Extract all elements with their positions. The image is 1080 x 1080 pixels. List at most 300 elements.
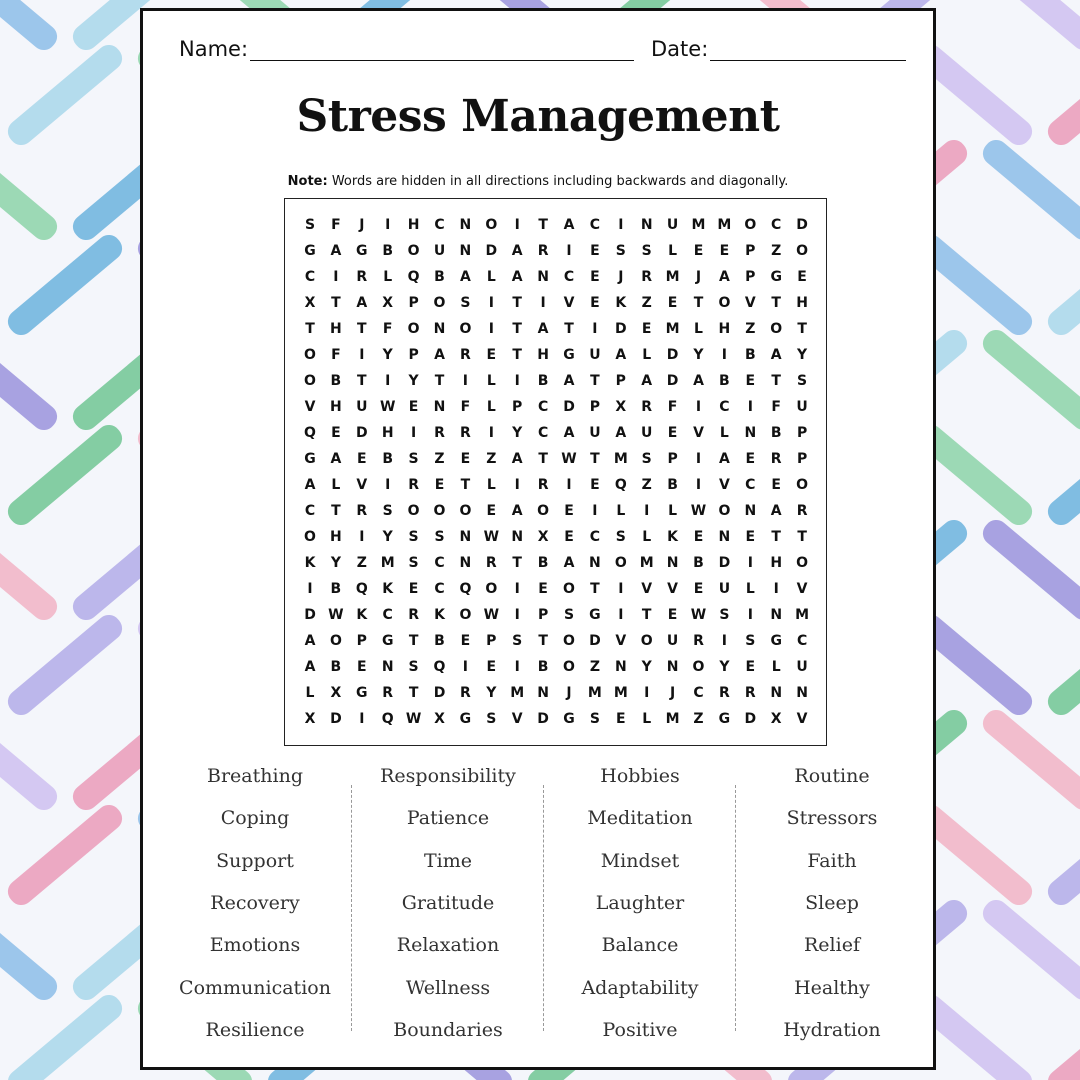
grid-letter: V xyxy=(693,425,704,441)
grid-letter: E xyxy=(460,633,471,649)
grid-letter: I xyxy=(359,711,365,727)
grid-letter: S xyxy=(589,711,600,727)
grid-letter: F xyxy=(382,321,393,337)
grid-letter: N xyxy=(718,529,731,545)
grid-letter: L xyxy=(771,659,781,675)
grid-letter: T xyxy=(408,633,419,649)
grid-letter: X xyxy=(304,711,316,727)
grid-letter: V xyxy=(641,581,653,597)
grid-letter: G xyxy=(304,243,316,259)
brush-stroke xyxy=(0,515,62,625)
grid-letter: Y xyxy=(719,659,730,675)
brush-stroke xyxy=(1043,420,1080,530)
word-list-item: Support xyxy=(216,850,294,872)
grid-letter: G xyxy=(563,711,575,727)
grid-letter: P xyxy=(408,347,419,363)
grid-letter: W xyxy=(379,399,396,415)
grid-letter: G xyxy=(459,711,472,727)
grid-letter: X xyxy=(615,399,627,415)
grid-letter: Z xyxy=(745,321,756,337)
brush-stroke xyxy=(0,135,62,245)
grid-letter: O xyxy=(459,321,472,337)
grid-letter: A xyxy=(563,373,575,389)
grid-letter: I xyxy=(462,373,468,389)
grid-letter: L xyxy=(486,477,496,493)
grid-letter: D xyxy=(796,217,808,233)
grid-letter: O xyxy=(563,659,575,675)
grid-letter: I xyxy=(618,607,624,623)
brush-stroke xyxy=(978,0,1080,55)
word-list-item: Patience xyxy=(406,807,490,829)
grid-letter: W xyxy=(483,529,500,545)
grid-letter: I xyxy=(514,217,520,233)
grid-letter: M xyxy=(665,269,680,285)
grid-letter: I xyxy=(566,243,572,259)
grid-row xyxy=(297,446,815,472)
grid-letter: H xyxy=(381,425,394,441)
brush-stroke xyxy=(3,420,127,530)
word-list-item: Balance xyxy=(601,934,679,956)
grid-letter: D xyxy=(355,425,368,441)
grid-letter: O xyxy=(407,321,420,337)
note-text: Words are hidden in all directions including backwards and diagonally. xyxy=(327,174,789,189)
grid-letter: X xyxy=(304,295,316,311)
grid-letter: Q xyxy=(614,477,627,493)
grid-letter: H xyxy=(407,217,420,233)
grid-letter: O xyxy=(692,659,705,675)
grid-letter: S xyxy=(745,633,756,649)
grid-letter: B xyxy=(770,425,782,441)
grid-letter: I xyxy=(747,607,753,623)
grid-letter: T xyxy=(305,321,315,337)
grid-letter: C xyxy=(537,425,549,441)
grid-letter: Y xyxy=(486,685,497,701)
name-field xyxy=(179,37,634,61)
grid-letter: D xyxy=(666,347,679,363)
brush-stroke xyxy=(3,230,127,340)
grid-letter: X xyxy=(434,711,445,727)
grid-letter: Z xyxy=(693,711,704,727)
grid-letter: Y xyxy=(408,373,419,389)
grid-row xyxy=(297,550,815,576)
grid-letter: W xyxy=(561,451,577,467)
grid-letter: S xyxy=(615,243,626,259)
grid-letter: G xyxy=(770,269,782,285)
grid-letter: K xyxy=(356,607,368,623)
grid-letter: B xyxy=(434,269,445,285)
brush-stroke xyxy=(1043,800,1080,910)
grid-letter: T xyxy=(771,373,781,389)
grid-letter: H xyxy=(796,295,808,311)
grid-letter: A xyxy=(770,503,782,519)
grid-letter: O xyxy=(459,503,472,519)
word-list-item: Meditation xyxy=(587,807,693,829)
grid-letter: U xyxy=(641,425,653,441)
brush-stroke xyxy=(3,990,127,1080)
grid-letter: Z xyxy=(641,477,652,493)
grid-letter: R xyxy=(744,685,756,701)
grid-letter: U xyxy=(666,217,679,233)
grid-letter: F xyxy=(331,347,341,363)
grid-letter: E xyxy=(590,269,600,285)
grid-letter: I xyxy=(514,659,520,675)
grid-letter: P xyxy=(796,451,808,467)
grid-letter: E xyxy=(408,581,419,597)
grid-letter: I xyxy=(488,321,494,337)
grid-letter: J xyxy=(669,685,676,701)
grid-letter: P xyxy=(796,425,808,441)
grid-row xyxy=(297,316,815,342)
word-list-item: Boundaries xyxy=(393,1019,503,1041)
grid-letter: E xyxy=(486,503,497,519)
grid-letter: W xyxy=(690,503,707,519)
grid-letter: E xyxy=(745,529,756,545)
grid-letter: O xyxy=(459,607,472,623)
grid-row xyxy=(297,342,815,368)
grid-letter: S xyxy=(641,451,652,467)
grid-letter: I xyxy=(333,269,339,285)
grid-letter: R xyxy=(460,425,471,441)
grid-letter: O xyxy=(485,581,498,597)
grid-letter: T xyxy=(590,451,600,467)
grid-letter: M xyxy=(665,711,680,727)
grid-letter: U xyxy=(666,633,679,649)
grid-letter: T xyxy=(771,295,781,311)
grid-letter: H xyxy=(537,347,549,363)
grid-letter: E xyxy=(745,373,756,389)
grid-letter: C xyxy=(382,607,393,623)
brush-stroke xyxy=(3,800,127,910)
grid-letter: R xyxy=(382,685,394,701)
grid-letter: H xyxy=(330,399,342,415)
grid-letter: P xyxy=(408,295,419,311)
grid-letter: M xyxy=(691,217,706,233)
grid-letter: E xyxy=(486,347,497,363)
grid-letter: Z xyxy=(771,243,782,259)
grid-letter: N xyxy=(433,321,446,337)
grid-letter: T xyxy=(512,555,522,571)
worksheet-page xyxy=(140,8,936,1070)
grid-letter: O xyxy=(304,347,316,363)
grid-letter: C xyxy=(771,217,782,233)
word-list-item: Stressors xyxy=(786,807,878,829)
grid-letter: N xyxy=(381,659,394,675)
grid-letter: U xyxy=(796,399,808,415)
grid-letter: C xyxy=(563,269,575,285)
grid-letter: Y xyxy=(641,659,652,675)
grid-letter: Q xyxy=(355,581,368,597)
grid-letter: T xyxy=(538,217,548,233)
grid-letter: A xyxy=(641,373,653,389)
grid-letter: Q xyxy=(459,581,472,597)
grid-letter: V xyxy=(356,477,368,493)
grid-letter: O xyxy=(433,295,446,311)
grid-letter: S xyxy=(460,295,471,311)
word-list-item: Resilience xyxy=(205,1019,305,1041)
word-list-item: Breathing xyxy=(207,765,303,787)
grid-letter: P xyxy=(356,633,367,649)
grid-letter: N xyxy=(744,425,757,441)
grid-letter: L xyxy=(668,503,678,519)
grid-letter: N xyxy=(537,685,549,701)
grid-letter: A xyxy=(770,347,782,363)
grid-letter: I xyxy=(747,555,753,571)
grid-letter: L xyxy=(486,373,496,389)
grid-letter: E xyxy=(538,581,548,597)
grid-letter: D xyxy=(537,711,549,727)
grid-letter: Q xyxy=(381,711,394,727)
word-list-item: Responsibility xyxy=(380,765,516,787)
grid-letter: S xyxy=(512,633,523,649)
grid-letter: L xyxy=(642,711,652,727)
grid-letter: Y xyxy=(382,347,393,363)
grid-letter: N xyxy=(640,217,653,233)
grid-letter: R xyxy=(434,425,445,441)
grid-letter: A xyxy=(330,451,342,467)
grid-row xyxy=(297,524,815,550)
grid-letter: A xyxy=(511,451,523,467)
brush-stroke xyxy=(1043,610,1080,720)
grid-letter: N xyxy=(589,555,601,571)
grid-letter: H xyxy=(330,529,342,545)
grid-letter: D xyxy=(589,633,601,649)
word-list-item: Hobbies xyxy=(600,765,680,787)
brush-stroke xyxy=(3,610,127,720)
grid-letter: E xyxy=(564,503,574,519)
grid-letter: T xyxy=(538,633,548,649)
grid-letter: L xyxy=(486,269,496,285)
grid-letter: K xyxy=(434,607,445,623)
grid-letter: I xyxy=(385,217,391,233)
grid-letter: T xyxy=(771,529,781,545)
grid-letter: D xyxy=(304,607,316,623)
grid-letter: L xyxy=(694,321,703,337)
brush-stroke xyxy=(1043,990,1080,1080)
grid-letter: A xyxy=(511,269,523,285)
grid-letter: E xyxy=(331,425,341,441)
grid-letter: Y xyxy=(382,529,393,545)
grid-letter: I xyxy=(592,503,598,519)
grid-letter: E xyxy=(667,425,678,441)
grid-letter: P xyxy=(589,399,601,415)
grid-letter: I xyxy=(514,477,520,493)
grid-letter: I xyxy=(410,425,417,441)
grid-letter: T xyxy=(512,295,522,311)
grid-letter: E xyxy=(745,659,756,675)
grid-letter: E xyxy=(564,529,574,545)
date-line xyxy=(710,42,906,61)
grid-letter: C xyxy=(719,399,730,415)
grid-letter: Z xyxy=(486,451,497,467)
grid-letter: Y xyxy=(797,347,808,363)
grid-letter: V xyxy=(718,477,730,493)
grid-letter: I xyxy=(721,347,727,363)
grid-letter: K xyxy=(382,581,394,597)
grid-letter: J xyxy=(695,269,702,285)
grid-letter: Z xyxy=(589,659,600,675)
grid-letter: T xyxy=(693,295,704,311)
grid-letter: I xyxy=(566,477,572,493)
grid-letter: O xyxy=(640,633,653,649)
grid-letter: D xyxy=(485,243,498,259)
grid-letter: O xyxy=(329,633,342,649)
grid-letter: T xyxy=(512,347,522,363)
brush-stroke xyxy=(978,135,1080,245)
grid-letter: G xyxy=(304,451,316,467)
grid-letter: U xyxy=(796,659,808,675)
grid-letter: G xyxy=(770,633,782,649)
grid-row xyxy=(297,680,815,706)
grid-letter: O xyxy=(770,321,783,337)
grid-letter: B xyxy=(667,477,678,493)
grid-letter: T xyxy=(331,503,341,519)
grid-letter: B xyxy=(537,373,549,389)
grid-row xyxy=(297,602,815,628)
grid-letter: E xyxy=(693,243,704,259)
grid-letter: A xyxy=(563,425,575,441)
grid-letter: U xyxy=(718,581,731,597)
grid-letter: I xyxy=(644,685,650,701)
grid-letter: O xyxy=(614,555,627,571)
grid-letter: I xyxy=(618,217,624,233)
grid-letter: S xyxy=(563,607,575,623)
grid-letter: S xyxy=(641,243,652,259)
grid-letter: Z xyxy=(641,295,652,311)
brush-stroke xyxy=(0,0,62,55)
grid-letter: D xyxy=(666,373,679,389)
grid-letter: T xyxy=(590,373,600,389)
grid-letter: O xyxy=(563,581,575,597)
grid-letter: U xyxy=(433,243,446,259)
grid-row xyxy=(297,576,815,602)
grid-letter: G xyxy=(381,633,394,649)
grid-letter: C xyxy=(796,633,808,649)
grid-letter: N xyxy=(459,529,472,545)
grid-letter: V xyxy=(615,633,627,649)
page-title: Stress Management xyxy=(296,91,780,142)
grid-letter: M xyxy=(795,607,810,623)
grid-letter: D xyxy=(563,399,575,415)
grid-letter: R xyxy=(719,685,730,701)
grid-letter: M xyxy=(665,321,680,337)
grid-letter: O xyxy=(537,503,550,519)
word-list-item: Laughter xyxy=(595,892,685,914)
word-list-item: Gratitude xyxy=(401,892,495,914)
grid-letter: R xyxy=(356,269,368,285)
grid-letter: F xyxy=(771,399,781,415)
grid-letter: B xyxy=(330,581,342,597)
word-list-item: Healthy xyxy=(794,977,870,999)
brush-stroke xyxy=(3,40,127,150)
grid-letter: W xyxy=(483,607,500,623)
grid-letter: Q xyxy=(433,659,446,675)
grid-letter: E xyxy=(460,451,471,467)
grid-letter: E xyxy=(693,581,704,597)
grid-letter: W xyxy=(405,711,422,727)
grid-letter: I xyxy=(695,399,702,415)
grid-row xyxy=(297,290,815,316)
grid-letter: R xyxy=(796,503,808,519)
brush-stroke xyxy=(0,895,62,1005)
grid-letter: E xyxy=(797,269,807,285)
grid-letter: V xyxy=(667,581,679,597)
word-list-item: Emotions xyxy=(209,934,301,956)
date-label: Date: xyxy=(651,37,709,61)
grid-letter: T xyxy=(797,529,807,545)
grid-letter: L xyxy=(305,685,315,701)
grid-letter: R xyxy=(537,477,549,493)
grid-row xyxy=(297,394,815,420)
grid-letter: N xyxy=(770,685,783,701)
grid-row xyxy=(297,498,815,524)
grid-letter: A xyxy=(304,659,316,675)
grid-letter: E xyxy=(693,529,704,545)
grid-letter: E xyxy=(667,607,678,623)
grid-letter: N xyxy=(744,503,757,519)
grid-letter: I xyxy=(514,373,520,389)
grid-letter: O xyxy=(304,373,316,389)
grid-letter: O xyxy=(718,295,731,311)
grid-letter: A xyxy=(434,347,445,363)
grid-letter: I xyxy=(644,503,650,519)
grid-letter: R xyxy=(641,269,653,285)
grid-letter: I xyxy=(540,295,546,311)
grid-letter: N xyxy=(459,217,472,233)
grid-letter: E xyxy=(434,477,445,493)
grid-letter: C xyxy=(304,269,316,285)
grid-letter: X xyxy=(537,529,549,545)
grid-letter: P xyxy=(537,607,549,623)
grid-letter: S xyxy=(615,529,626,545)
grid-letter: I xyxy=(359,347,365,363)
word-list-item: Positive xyxy=(602,1019,678,1041)
grid-letter: I xyxy=(618,581,624,597)
grid-letter: T xyxy=(797,321,807,337)
grid-letter: L xyxy=(745,581,755,597)
brush-stroke xyxy=(1043,40,1080,150)
grid-letter: K xyxy=(304,555,316,571)
grid-letter: J xyxy=(359,217,365,233)
grid-letter: I xyxy=(385,373,391,389)
brush-stroke xyxy=(978,325,1080,435)
grid-letter: I xyxy=(514,607,520,623)
grid-letter: B xyxy=(382,243,394,259)
grid-letter: N xyxy=(511,529,524,545)
grid-letter: I xyxy=(747,399,753,415)
grid-letter: S xyxy=(382,503,393,519)
grid-letter: R xyxy=(693,633,704,649)
grid-letter: H xyxy=(770,555,783,571)
grid-letter: N xyxy=(796,685,808,701)
grid-letter: M xyxy=(639,555,654,571)
grid-letter: V xyxy=(744,295,756,311)
grid-letter: A xyxy=(304,477,316,493)
grid-letter: I xyxy=(514,581,520,597)
grid-row xyxy=(297,628,815,654)
grid-letter: D xyxy=(744,711,757,727)
grid-letter: O xyxy=(796,555,809,571)
grid-letter: R xyxy=(460,347,471,363)
grid-letter: T xyxy=(331,295,341,311)
grid-letter: W xyxy=(328,607,344,623)
grid-letter: U xyxy=(589,347,601,363)
grid-letter: H xyxy=(330,321,342,337)
grid-letter: R xyxy=(356,503,368,519)
grid-letter: I xyxy=(773,581,779,597)
grid-row xyxy=(297,264,815,290)
column-divider xyxy=(351,785,352,1031)
grid-letter: A xyxy=(615,347,627,363)
